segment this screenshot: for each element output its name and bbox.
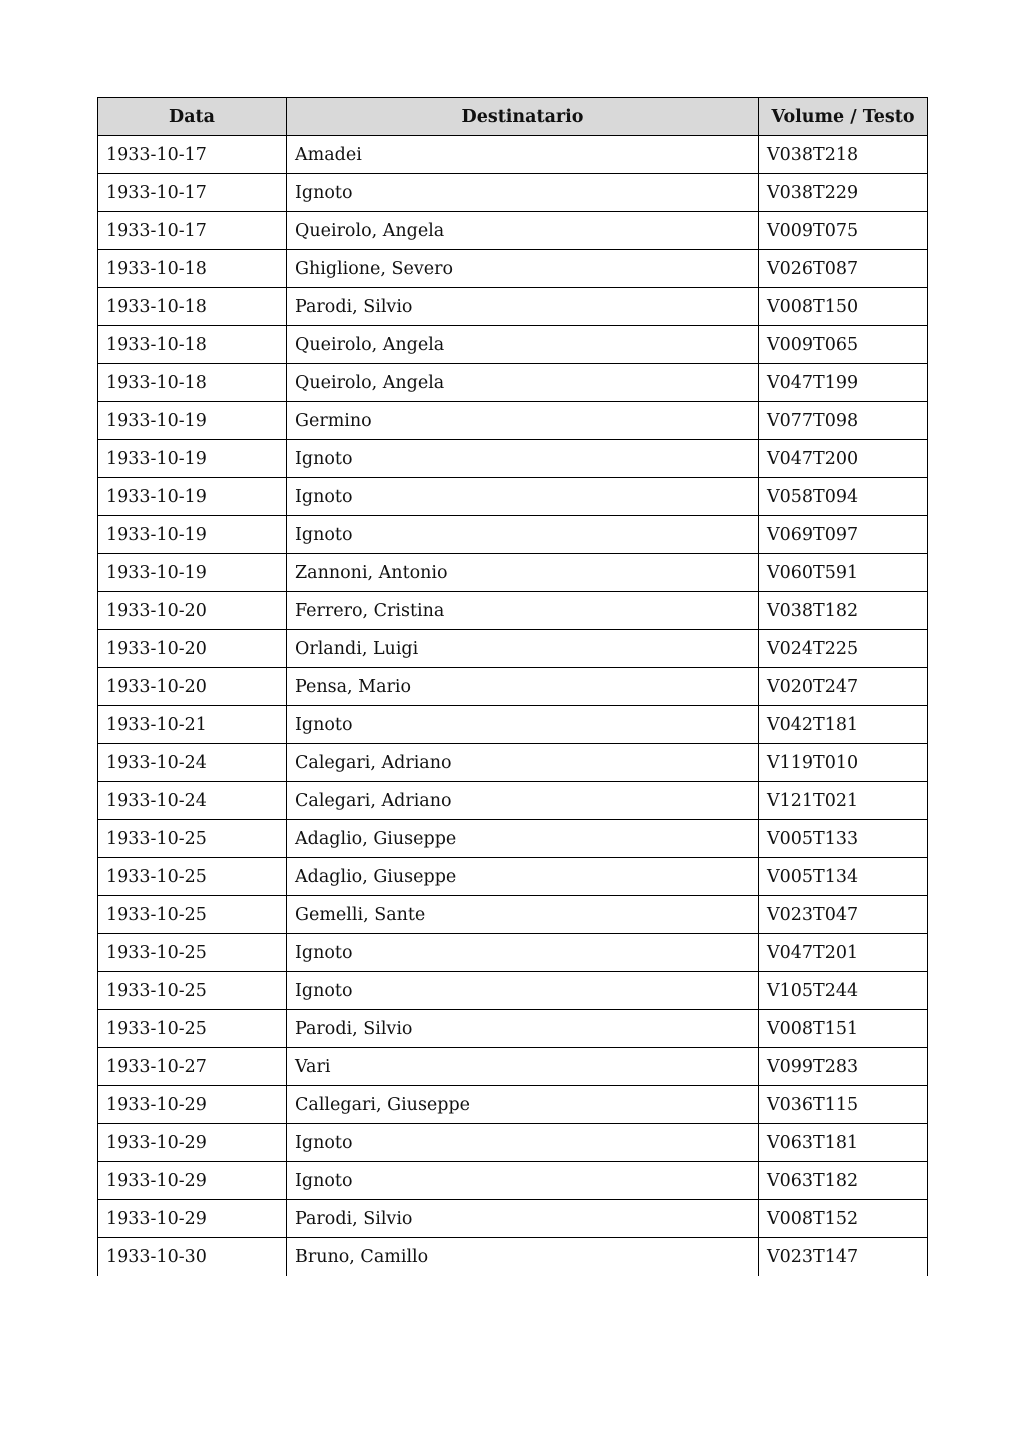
- cell-volume: V024T225: [759, 630, 928, 668]
- table-row: [98, 1162, 928, 1200]
- cell-volume: V042T181: [759, 706, 928, 744]
- cell-recipient: Vari: [287, 1048, 759, 1086]
- cell-volume: V005T133: [759, 820, 928, 858]
- table-row: [98, 554, 928, 592]
- cell-recipient: Ignoto: [287, 706, 759, 744]
- column-header-date: Data: [98, 98, 287, 136]
- cell-volume: V036T115: [759, 1086, 928, 1124]
- cell-date: 1933-10-19: [98, 516, 287, 554]
- cell-recipient: Callegari, Giuseppe: [287, 1086, 759, 1124]
- table-row: [98, 744, 928, 782]
- cell-date: 1933-10-19: [98, 478, 287, 516]
- cell-recipient: Bruno, Camillo: [287, 1238, 759, 1276]
- cell-date: 1933-10-25: [98, 972, 287, 1010]
- cell-date: 1933-10-25: [98, 820, 287, 858]
- table-row: [98, 1086, 928, 1124]
- table-row: [98, 706, 928, 744]
- cell-date: 1933-10-29: [98, 1086, 287, 1124]
- cell-volume: V038T182: [759, 592, 928, 630]
- cell-recipient: Queirolo, Angela: [287, 364, 759, 402]
- cell-volume: V119T010: [759, 744, 928, 782]
- cell-recipient: Ignoto: [287, 516, 759, 554]
- cell-date: 1933-10-25: [98, 1010, 287, 1048]
- table-row: [98, 288, 928, 326]
- cell-volume: V020T247: [759, 668, 928, 706]
- cell-date: 1933-10-25: [98, 858, 287, 896]
- cell-volume: V099T283: [759, 1048, 928, 1086]
- cell-date: 1933-10-18: [98, 364, 287, 402]
- cell-recipient: Adaglio, Giuseppe: [287, 820, 759, 858]
- cell-date: 1933-10-20: [98, 630, 287, 668]
- cell-volume: V047T201: [759, 934, 928, 972]
- table-row: [98, 1200, 928, 1238]
- cell-recipient: Ignoto: [287, 440, 759, 478]
- cell-date: 1933-10-30: [98, 1238, 287, 1276]
- table-row: [98, 820, 928, 858]
- table-row: [98, 364, 928, 402]
- cell-recipient: Parodi, Silvio: [287, 288, 759, 326]
- cell-volume: V063T181: [759, 1124, 928, 1162]
- cell-date: 1933-10-21: [98, 706, 287, 744]
- cell-volume: V023T047: [759, 896, 928, 934]
- cell-volume: V047T199: [759, 364, 928, 402]
- cell-recipient: Ignoto: [287, 972, 759, 1010]
- cell-volume: V038T229: [759, 174, 928, 212]
- cell-date: 1933-10-17: [98, 174, 287, 212]
- cell-recipient: Ignoto: [287, 478, 759, 516]
- cell-volume: V047T200: [759, 440, 928, 478]
- table-row: [98, 782, 928, 820]
- cell-recipient: Ignoto: [287, 174, 759, 212]
- table-row: [98, 1238, 928, 1276]
- cell-recipient: Adaglio, Giuseppe: [287, 858, 759, 896]
- cell-recipient: Ignoto: [287, 1124, 759, 1162]
- cell-volume: V058T094: [759, 478, 928, 516]
- cell-recipient: Ignoto: [287, 934, 759, 972]
- table-row: [98, 592, 928, 630]
- table-row: [98, 896, 928, 934]
- cell-date: 1933-10-24: [98, 744, 287, 782]
- table-row: [98, 668, 928, 706]
- cell-recipient: Orlandi, Luigi: [287, 630, 759, 668]
- cell-volume: V009T065: [759, 326, 928, 364]
- cell-volume: V038T218: [759, 136, 928, 174]
- cell-volume: V077T098: [759, 402, 928, 440]
- cell-date: 1933-10-25: [98, 934, 287, 972]
- cell-recipient: Zannoni, Antonio: [287, 554, 759, 592]
- cell-recipient: Ferrero, Cristina: [287, 592, 759, 630]
- cell-date: 1933-10-17: [98, 212, 287, 250]
- cell-volume: V008T152: [759, 1200, 928, 1238]
- cell-date: 1933-10-20: [98, 668, 287, 706]
- table-row: [98, 858, 928, 896]
- cell-volume: V060T591: [759, 554, 928, 592]
- cell-volume: V005T134: [759, 858, 928, 896]
- cell-recipient: Ghiglione, Severo: [287, 250, 759, 288]
- cell-recipient: Germino: [287, 402, 759, 440]
- cell-volume: V063T182: [759, 1162, 928, 1200]
- table-row: [98, 478, 928, 516]
- cell-date: 1933-10-18: [98, 326, 287, 364]
- letters-table: [97, 97, 928, 1276]
- cell-recipient: Ignoto: [287, 1162, 759, 1200]
- cell-date: 1933-10-25: [98, 896, 287, 934]
- cell-date: 1933-10-17: [98, 136, 287, 174]
- cell-recipient: Calegari, Adriano: [287, 744, 759, 782]
- table-row: [98, 402, 928, 440]
- cell-volume: V008T150: [759, 288, 928, 326]
- cell-date: 1933-10-29: [98, 1200, 287, 1238]
- cell-recipient: Queirolo, Angela: [287, 326, 759, 364]
- cell-volume: V121T021: [759, 782, 928, 820]
- cell-date: 1933-10-29: [98, 1124, 287, 1162]
- table-row: [98, 136, 928, 174]
- cell-recipient: Queirolo, Angela: [287, 212, 759, 250]
- cell-date: 1933-10-27: [98, 1048, 287, 1086]
- cell-recipient: Amadei: [287, 136, 759, 174]
- table-row: [98, 212, 928, 250]
- table-row: [98, 516, 928, 554]
- cell-recipient: Calegari, Adriano: [287, 782, 759, 820]
- table-row: [98, 1124, 928, 1162]
- cell-recipient: Parodi, Silvio: [287, 1010, 759, 1048]
- cell-volume: V008T151: [759, 1010, 928, 1048]
- table-row: [98, 1048, 928, 1086]
- table-row: [98, 630, 928, 668]
- table-row: [98, 1010, 928, 1048]
- cell-date: 1933-10-20: [98, 592, 287, 630]
- cell-volume: V105T244: [759, 972, 928, 1010]
- table-row: [98, 440, 928, 478]
- cell-volume: V009T075: [759, 212, 928, 250]
- table-body: [98, 136, 928, 1276]
- table-row: [98, 934, 928, 972]
- table-row: [98, 326, 928, 364]
- cell-date: 1933-10-19: [98, 440, 287, 478]
- table-row: [98, 972, 928, 1010]
- cell-volume: V069T097: [759, 516, 928, 554]
- cell-date: 1933-10-19: [98, 554, 287, 592]
- cell-recipient: Parodi, Silvio: [287, 1200, 759, 1238]
- cell-date: 1933-10-18: [98, 288, 287, 326]
- cell-date: 1933-10-29: [98, 1162, 287, 1200]
- column-header-recipient: Destinatario: [287, 98, 759, 136]
- column-header-volume: Volume / Testo: [759, 98, 928, 136]
- table-header-row: [98, 98, 928, 136]
- table-row: [98, 250, 928, 288]
- cell-recipient: Pensa, Mario: [287, 668, 759, 706]
- cell-volume: V026T087: [759, 250, 928, 288]
- cell-recipient: Gemelli, Sante: [287, 896, 759, 934]
- cell-date: 1933-10-19: [98, 402, 287, 440]
- cell-volume: V023T147: [759, 1238, 928, 1276]
- cell-date: 1933-10-18: [98, 250, 287, 288]
- cell-date: 1933-10-24: [98, 782, 287, 820]
- table-row: [98, 174, 928, 212]
